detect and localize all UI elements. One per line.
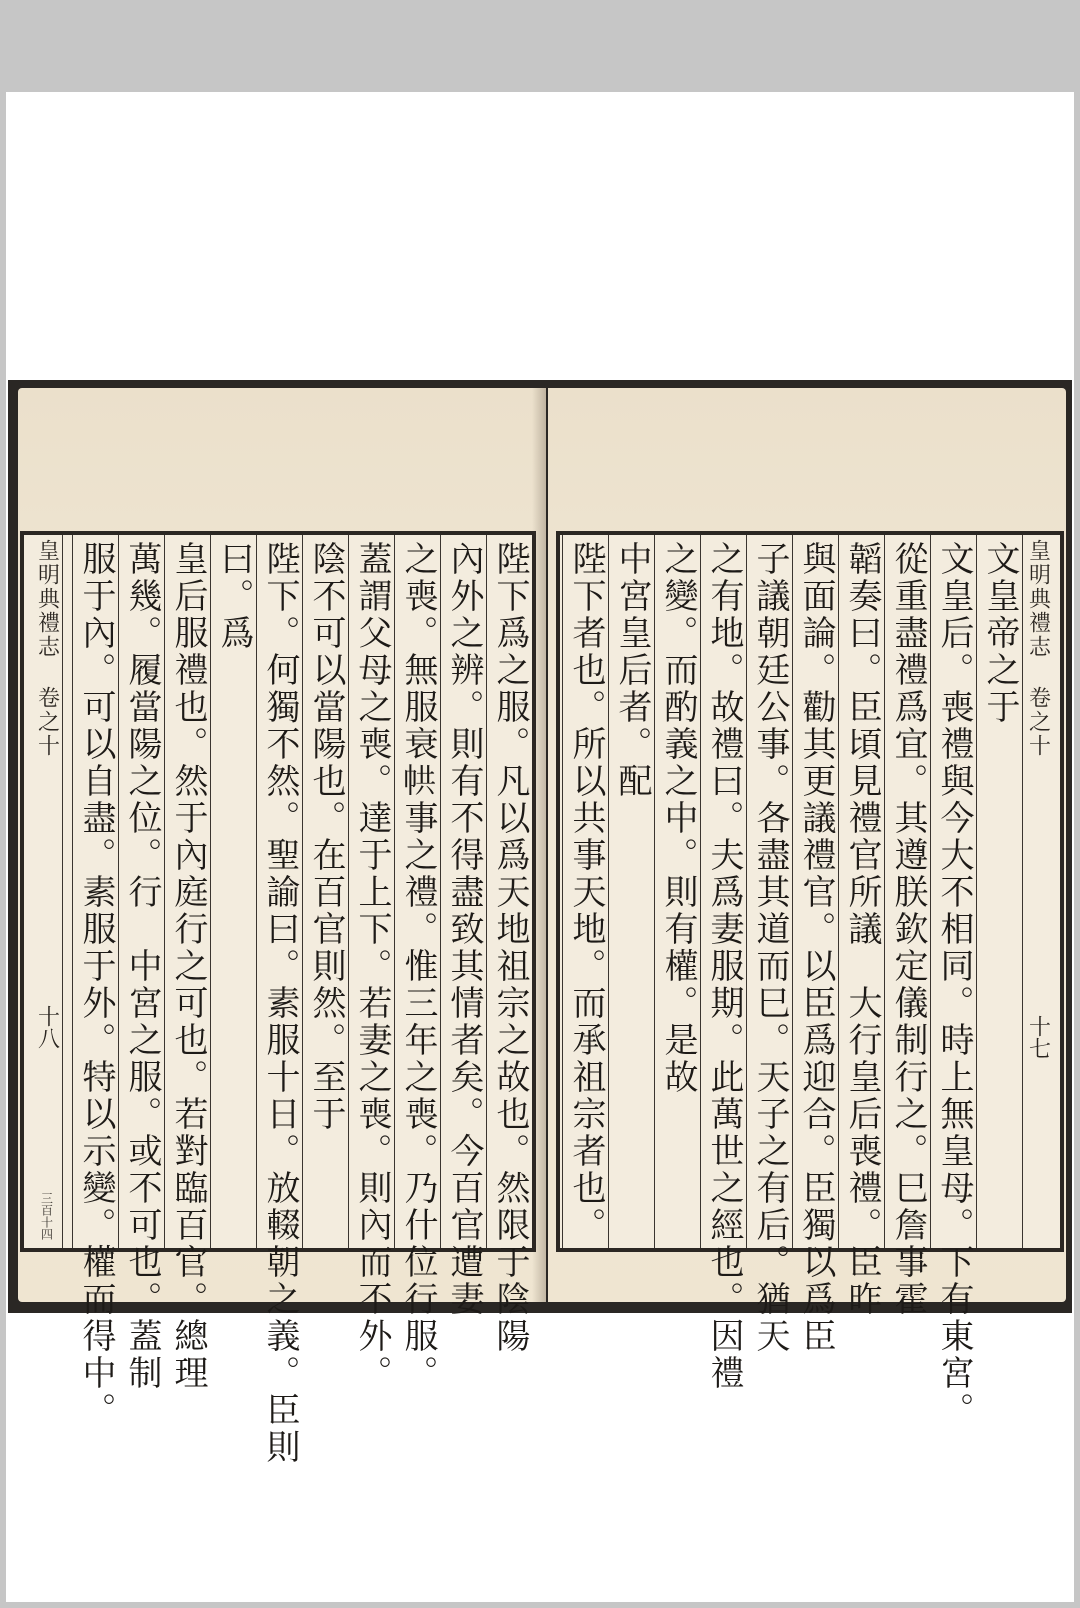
column-text: 內外之辨。則有不得盡致其情者矣。今百官遭妻	[444, 541, 484, 1318]
left-page	[18, 388, 546, 1466]
left-margin-column	[32, 535, 63, 1248]
page-number: 十七	[1025, 1015, 1051, 1059]
text-column	[976, 535, 1023, 1248]
gutter-shadow	[532, 388, 546, 1302]
column-text: 萬幾。履當陽之位。行 中宮之服。或不可也。蓋制	[122, 541, 162, 1392]
column-text: 文皇后。喪禮與今大不相同。時上無皇母。下有東宮。	[934, 541, 974, 1429]
column-text: 與面論。勸其更議禮官。以臣爲迎合。臣獨以爲臣	[796, 541, 836, 1355]
column-text: 皇后服禮也。然于內庭行之可也。若對臨百官。總理	[168, 541, 208, 1392]
column-text: 曰。爲	[214, 541, 254, 652]
column-text: 文皇帝之于	[980, 541, 1020, 726]
column-text: 子議朝廷公事。各盡其道而巳。天子之有后。猶天	[750, 541, 790, 1355]
right-margin-column	[1022, 535, 1053, 1248]
text-column	[118, 535, 165, 1392]
right-page	[548, 388, 1066, 1429]
text-column	[700, 535, 747, 1392]
text-column	[256, 535, 303, 1466]
text-column	[838, 535, 885, 1318]
column-text: 韜奏曰。臣頃見禮官所議 大行皇后喪禮。臣昨	[842, 541, 882, 1318]
text-column	[394, 535, 441, 1392]
column-text: 蓋謂父母之喪。達于上下。若妻之喪。則內而不外。	[352, 541, 392, 1392]
folio-number: 三百十四	[39, 1192, 54, 1240]
column-text: 陛下。何獨不然。聖諭曰。素服十日。放輟朝之義。臣則	[260, 541, 300, 1466]
text-column	[930, 535, 977, 1429]
text-column	[884, 535, 931, 1318]
text-column	[562, 535, 609, 1248]
left-print-frame	[20, 531, 536, 1466]
column-text: 之變。而酌義之中。則有權。是故	[658, 541, 698, 1096]
text-column	[792, 535, 839, 1355]
column-text: 陰不可以當陽也。在百官則然。至于	[306, 541, 346, 1133]
text-column	[608, 535, 655, 1248]
text-column	[746, 535, 793, 1355]
text-column	[486, 535, 533, 1355]
column-text: 陛下者也。所以共事天地。而承祖宗者也。	[566, 541, 606, 1244]
text-column	[72, 535, 119, 1429]
book-scan	[8, 380, 1072, 1466]
margin-title: 皇明典禮志 卷之十	[1025, 539, 1051, 758]
text-column	[164, 535, 211, 1392]
column-text: 陛下爲之服。凡以爲天地祖宗之故也。然限于陰陽	[490, 541, 530, 1355]
text-column	[440, 535, 487, 1318]
right-print-frame	[556, 531, 1064, 1429]
margin-title: 皇明典禮志 卷之十	[34, 539, 60, 758]
column-text: 之喪。無服衰𢂔事之禮。惟三年之喪。乃什位行服。	[398, 541, 438, 1392]
page-number: 十八	[34, 1005, 60, 1049]
column-text: 服于內。可以自盡。素服于外。特以示變。權而得中。	[76, 541, 116, 1429]
column-text: 從重盡禮爲宜。其遵朕欽定儀制行之。巳詹事霍	[888, 541, 928, 1318]
text-column	[302, 535, 349, 1248]
column-text: 中宮皇后者。配	[612, 541, 652, 800]
text-column	[348, 535, 395, 1392]
text-column	[210, 535, 257, 1248]
column-text: 之有地。故禮曰。夫爲妻服期。此萬世之經也。因禮	[704, 541, 744, 1392]
text-column	[654, 535, 701, 1248]
